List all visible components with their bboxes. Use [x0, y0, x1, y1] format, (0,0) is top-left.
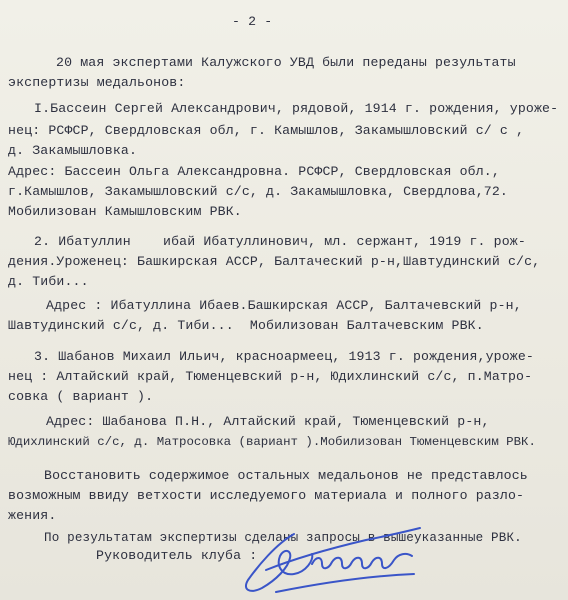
requests-line: По результатам экспертизы сделаны запросы в вышеуказанные РВК.	[44, 531, 522, 545]
handwritten-signature	[236, 514, 426, 600]
page-number: - 2 -	[232, 14, 273, 29]
conclusion-line-3: жения.	[8, 508, 57, 523]
entry-3-line-1: 3. Шабанов Михаил Ильич, красноармеец, 1913 г. рождения,уроже-	[34, 349, 534, 364]
entry-2-address-1: Адрес : Ибатуллина Ибаев.Башкирская АССР, Балтачевский р-н,	[46, 298, 522, 313]
entry-1-address-2: г.Камышлов, Закамышловский с/с, д. Закамышловка, Свердлова,72.	[8, 184, 508, 199]
signature-label: Руководитель клуба :	[96, 548, 258, 563]
entry-1-address-1: Адрес: Бассеин Ольга Александровна. РСФСР, Свердловская обл.,	[8, 164, 500, 179]
entry-3-address-1: Адрес: Шабанова П.Н., Алтайский край, Тюменцевский р-н,	[46, 414, 490, 429]
entry-2-address-2: Шавтудинский с/с, д. Тиби... Мобилизован Балтачевским РВК.	[8, 318, 484, 333]
entry-3-line-2: нец : Алтайский край, Тюменцевский р-н, Юдихлинский с/с, п.Матро-	[8, 369, 533, 384]
entry-2-line-1: 2. Ибатуллин ибай Ибатуллинович, мл. сержант, 1919 г. рож-	[34, 234, 526, 249]
entry-1-line-1: I.Бассеин Сергей Александрович, рядовой, 1914 г. рождения, уроже-	[34, 101, 559, 116]
entry-1-address-3: Мобилизован Камышловским РВК.	[8, 204, 242, 219]
entry-3-address-2: Юдихлинский с/с, д. Матросовка (вариант ).Мобилизован Тюменцевским РВК.	[8, 435, 536, 449]
entry-3-line-3: совка ( вариант ).	[8, 389, 154, 404]
intro-line-2: экспертизы медальонов:	[8, 75, 186, 90]
entry-1-line-3: д. Закамышловка.	[8, 143, 138, 158]
entry-1-line-2: нец: РСФСР, Свердловская обл, г. Камышлов, Закамышловский с/ с ,	[8, 123, 525, 138]
entry-2-line-3: д. Тиби...	[8, 274, 89, 289]
conclusion-line-1: Восстановить содержимое остальных медальонов не представлось	[44, 468, 528, 483]
conclusion-line-2: возможным ввиду ветхости исследуемого материала и полного разло-	[8, 488, 525, 503]
entry-2-line-2: дения.Уроженец: Башкирская АССР, Балтаческий р-н,Шавтудинский с/с,	[8, 254, 541, 269]
intro-line-1: 20 мая экспертами Калужского УВД были переданы результаты	[56, 55, 516, 70]
